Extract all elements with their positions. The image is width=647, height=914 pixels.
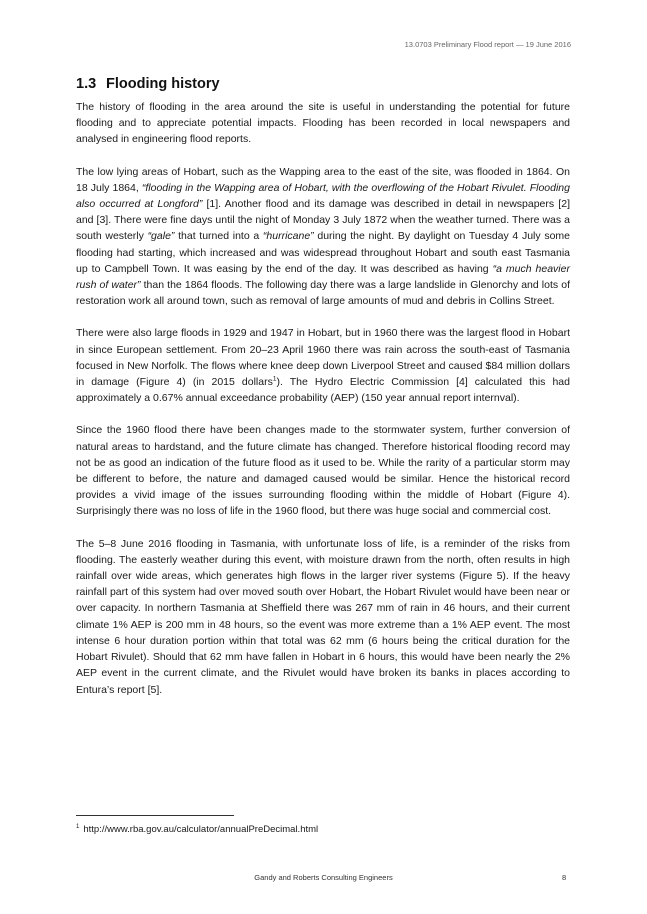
p2-text-d: during the night. By daylight on Tuesday 4 July some flooding had starting, which increased and was widespread throughout Hobart and south east Tasmania up to Campbell Town. It was easing by the end of the day. It was described as having <box>76 230 570 275</box>
p2-text-a: The low lying areas of Hobart, such as the Wapping area to the east of the site, was flooded in 1864. On 18 July 1864, <box>76 165 570 194</box>
section-title: Flooding history <box>106 76 220 92</box>
paragraph-changes-since-1960: Since the 1960 flood there have been changes made to the stormwater system, further conversion of natural areas to hardstand, and the future climate has changed. Therefore historical flooding record may not be as good an indication of the future flood as it used to be. While the rarity of a particular storm may be different to before, the nature and damaged caused would be similar. Hence the historical record provides a vivid image of the issues surrounding flooding within the middle of Hobart (Figure 4). Surprisingly there was no loss of life in the 1960 flood, but there was huge social and commercial cost. <box>76 424 570 518</box>
p2-quote-hurricane: “hurricane” <box>262 230 314 243</box>
footnote-separator <box>76 815 234 816</box>
section-number: 1.3 <box>76 76 97 92</box>
running-header: 13.0703 Preliminary Flood report — 19 June 2016 <box>404 40 571 49</box>
p2-text-c: that turned into a <box>174 230 263 243</box>
paragraph-1960-flood <box>76 325 570 406</box>
footnote-url: http://www.rba.gov.au/calculator/annualPreDecimal.html <box>83 824 319 835</box>
footnote-marker: 1 <box>76 823 80 830</box>
footnote <box>76 824 318 835</box>
p2-text-e: than the 1864 floods. The following day there was a large landslide in Glenorchy and lots of restoration work all around town, such as removal of large amounts of mud and debris in Collins Street. <box>76 279 570 308</box>
p2-text-b: [1]. Another flood and its damage was described in detail in newspapers [2] and [3]. There were fine days until the night of Monday 3 July 1872 when the weather turned. There was a south westerly <box>76 198 570 243</box>
footer-firm-name: Gandy and Roberts Consulting Engineers <box>254 873 393 882</box>
page-number: 8 <box>562 873 567 882</box>
p3-text-b: ). The Hydro Electric Commission [4] calculated this had approximately a 0.67% annual exceedance probability (AEP) (150 year annual report internval). <box>76 376 570 405</box>
footnote-reference: 1 <box>272 375 277 383</box>
section-flooding-history <box>76 76 570 714</box>
paragraph-intro: The history of flooding in the area around the site is useful in understanding the potential for future flooding and to appreciate potential impacts. Flooding has been recorded in local newspapers and analysed in engineering flood reports. <box>76 101 570 146</box>
section-heading <box>76 76 570 92</box>
paragraph-1864-1872-floods <box>76 164 570 310</box>
p3-text-a: There were also large floods in 1929 and 1947 in Hobart, but in 1960 there was the largest flood in Hobart in since European settlement. From 20–23 April 1960 there was rain across the south-east of Tasmania focused in New Norfolk. The flows where knee deep down Liverpool Street and caused $84 million dollars in damage (Figure 4) (in 2015 dollars <box>76 327 570 389</box>
p2-quote-gale: “gale” <box>147 230 175 243</box>
p2-quote-rush: “a much heavier rush of water” <box>76 262 570 292</box>
paragraph-2016-flood: The 5–8 June 2016 flooding in Tasmania, with unfortunate loss of life, is a reminder of the risks from flooding. The easterly weather during this event, with moisture drawn from the north, often results in high rainfall over wide areas, which generates high flows in the larger river systems (Figure 5). If the heavy rainfall part of this system had over moved south over Hobart, the Hobart Rivulet would have been near or over capacity. In northern Tasmania at Sheffield there was 267 mm of rain in 46 hours, and their current climate 1% AEP is 200 mm in 48 hours, so the event was more extreme than a 1% AEP event. The most intense 6 hour duration portion within that total was 62 mm (6 hours being the critical duration for the Hobart Rivulet). Should that 62 mm have fallen in Hobart in 6 hours, this would have been nearly the 2% AEP event in the current climate, and the Rivulet would have broken its banks in places according to Entura’s report [5]. <box>76 537 570 696</box>
p2-quote-1864: “flooding in the Wapping area of Hobart, with the overflowing of the Hobart Rivulet. Flooding also occurred at Longford” <box>76 181 570 211</box>
